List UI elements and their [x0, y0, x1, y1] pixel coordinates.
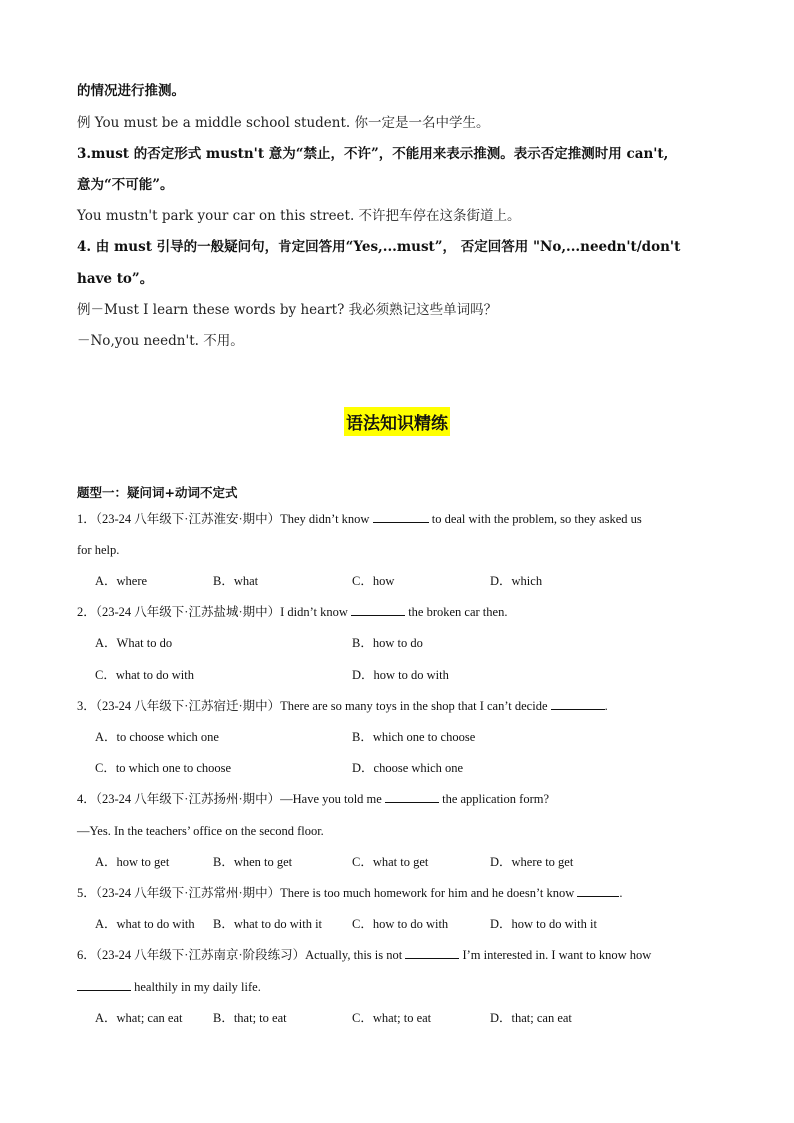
option-a: A．What to do: [95, 636, 173, 650]
option-d: D．where to get: [490, 855, 574, 869]
answer-blank: [373, 509, 429, 523]
option-d: D．choose which one: [352, 761, 464, 775]
question-4-cont: —Yes. In the teachers’ office on the second floor.: [77, 824, 324, 838]
note-line: 的情况进行推测。: [77, 83, 185, 99]
question-text: 3．（23-24 八年级下·江苏宿迁·期中）There are so many toys in the shop that I can’t decide: [77, 699, 548, 713]
option-d: D．how to do with: [352, 668, 449, 682]
question-6-cont: [77, 977, 261, 997]
question-text: to deal with the problem, so they asked us: [431, 512, 642, 526]
answer-blank: [405, 945, 459, 959]
answer-blank: [77, 977, 131, 991]
question-text: I’m interested in. I want to know how: [462, 948, 652, 962]
section-title-wrap: [0, 407, 794, 436]
option-b: B．when to get: [213, 855, 293, 869]
section-title: 语法知识精练: [344, 407, 450, 436]
note-line: 3.must 的否定形式 mustn't 意为“禁止，不许”，不能用来表示推测。表示否定推测时用 can't,: [77, 146, 669, 162]
note-line: 例－Must I learn these words by heart? 我必须熟记这些单词吗？: [77, 302, 498, 318]
note-line: －No,you needn't. 不用。: [77, 333, 244, 349]
answer-blank: [385, 789, 439, 803]
question-text: .: [619, 886, 623, 900]
question-1: [77, 509, 642, 529]
option-d: D．that; can eat: [490, 1011, 572, 1025]
option-a: A．to choose which one: [95, 730, 219, 744]
option-b: B．how to do: [352, 636, 423, 650]
note-line: You mustn't park your car on this street. 不许把车停在这条街道上。: [77, 208, 521, 224]
answer-blank: [551, 696, 605, 710]
question-text: 5．（23-24 八年级下·江苏常州·期中）There is too much homework for him and he doesn’t know: [77, 886, 575, 900]
question-4: [77, 789, 549, 809]
note-line: 4. 由 must 引导的一般疑问句，肯定回答用“Yes,...must”， 否定回答用 "No,...needn't/don't: [77, 239, 681, 255]
question-text: the broken car then.: [408, 605, 508, 619]
section-heading: 题型一：疑问词+动词不定式: [77, 485, 238, 500]
question-text: .: [604, 699, 608, 713]
option-c: C．to which one to choose: [95, 761, 232, 775]
option-d: D．how to do with it: [490, 917, 597, 931]
option-a: A．what; can eat: [95, 1011, 183, 1025]
option-c: C．what to do with: [95, 668, 194, 682]
answer-blank: [351, 602, 405, 616]
note-line: have to”。: [77, 271, 154, 287]
question-text: 6．（23-24 八年级下·江苏南京·阶段练习）Actually, this is not: [77, 948, 403, 962]
option-a: A．what to do with: [95, 917, 195, 931]
question-text: 2．（23-24 八年级下·江苏盐城·期中）I didn’t know: [77, 605, 348, 619]
note-line: 意为“不可能”。: [77, 177, 174, 193]
option-b: B．that; to eat: [213, 1011, 287, 1025]
option-c: C．what; to eat: [352, 1011, 432, 1025]
question-text: 1．（23-24 八年级下·江苏淮安·期中）They didn’t know: [77, 512, 370, 526]
option-c: C．how to do with: [352, 917, 449, 931]
option-c: C．how: [352, 574, 395, 588]
option-b: B．what to do with it: [213, 917, 323, 931]
question-text: the application form?: [442, 792, 549, 806]
option-b: B．what: [213, 574, 259, 588]
option-c: C．what to get: [352, 855, 429, 869]
note-line: 例 You must be a middle school student. 你一定是一名中学生。: [77, 115, 490, 131]
question-5: [77, 883, 623, 903]
question-2: [77, 602, 507, 622]
option-b: B．which one to choose: [352, 730, 476, 744]
question-3: [77, 696, 608, 716]
question-text: 4．（23-24 八年级下·江苏扬州·期中）—Have you told me: [77, 792, 382, 806]
option-d: D．which: [490, 574, 543, 588]
question-text: healthily in my daily life.: [134, 980, 261, 994]
question-6: [77, 945, 651, 965]
question-1-cont: for help.: [77, 543, 120, 557]
option-a: A．where: [95, 574, 148, 588]
answer-blank: [577, 883, 619, 897]
option-a: A．how to get: [95, 855, 170, 869]
